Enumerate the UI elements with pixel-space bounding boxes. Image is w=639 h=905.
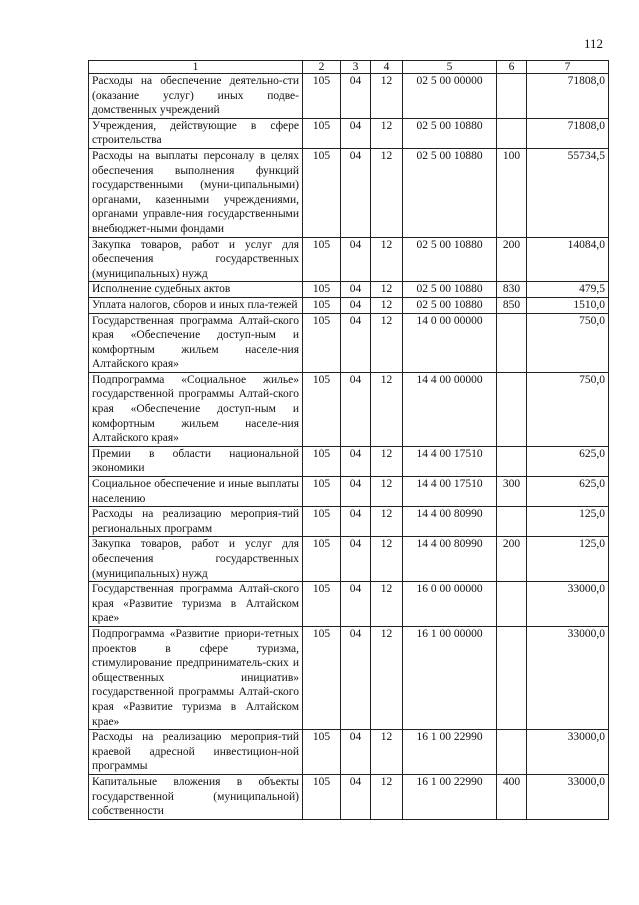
- row-c6: [497, 313, 527, 372]
- row-c3: 04: [341, 446, 371, 476]
- row-c4: 12: [371, 477, 403, 507]
- row-c6: 850: [497, 297, 527, 313]
- row-c3: 04: [341, 148, 371, 237]
- row-c3: 04: [341, 74, 371, 119]
- row-c2: 105: [303, 297, 341, 313]
- row-name: Расходы на обеспечение деятельно-сти (оказание услуг) иных подве-домственных учреждений: [89, 74, 303, 119]
- table-row: [89, 626, 609, 729]
- row-name: Капитальные вложения в объекты государственной (муниципальной) собственности: [89, 774, 303, 819]
- row-c5: 16 1 00 00000: [403, 626, 497, 729]
- row-c3: 04: [341, 537, 371, 582]
- row-c7: 125,0: [527, 537, 609, 582]
- row-c6: 400: [497, 774, 527, 819]
- table-row: [89, 148, 609, 237]
- row-c2: 105: [303, 313, 341, 372]
- row-c5: 16 1 00 22990: [403, 730, 497, 775]
- row-name: Закупка товаров, работ и услуг для обеспечения государственных (муниципальных) нужд: [89, 537, 303, 582]
- row-c7: 1510,0: [527, 297, 609, 313]
- row-c6: [497, 730, 527, 775]
- table-row: [89, 507, 609, 537]
- column-header: 3: [341, 61, 371, 74]
- row-c3: 04: [341, 582, 371, 627]
- row-c5: 14 0 00 00000: [403, 313, 497, 372]
- row-c5: 14 4 00 17510: [403, 446, 497, 476]
- row-c3: 04: [341, 626, 371, 729]
- column-header: 6: [497, 61, 527, 74]
- row-c4: 12: [371, 446, 403, 476]
- row-name: Подпрограмма «Социальное жилье» государственной программы Алтай-ского края «Обеспечение доступ-ным и комфортным жильем населе-ния Алтайского края»: [89, 372, 303, 446]
- table-row: [89, 582, 609, 627]
- column-header: 1: [89, 61, 303, 74]
- row-name: Расходы на выплаты персоналу в целях обеспечения выполнения функций государственными (муни-ципальными) органами, казенными учреждениями, органами управле-ния государственными внебюджет-ными фондами: [89, 148, 303, 237]
- row-c4: 12: [371, 730, 403, 775]
- column-header: 5: [403, 61, 497, 74]
- row-c5: 14 4 00 17510: [403, 477, 497, 507]
- row-c2: 105: [303, 477, 341, 507]
- row-c6: 830: [497, 282, 527, 298]
- table-row: [89, 74, 609, 119]
- row-c3: 04: [341, 313, 371, 372]
- row-name: Государственная программа Алтай-ского края «Обеспечение доступ-ным и комфортным жильем населе-ния Алтайского края»: [89, 313, 303, 372]
- table-row: [89, 237, 609, 282]
- row-c5: 14 4 00 80990: [403, 507, 497, 537]
- table-row: [89, 372, 609, 446]
- row-c2: 105: [303, 118, 341, 148]
- row-c4: 12: [371, 74, 403, 119]
- row-c7: 625,0: [527, 477, 609, 507]
- table-row: [89, 477, 609, 507]
- row-c5: 14 4 00 80990: [403, 537, 497, 582]
- row-c5: 02 5 00 10880: [403, 282, 497, 298]
- column-header: 7: [527, 61, 609, 74]
- row-c4: 12: [371, 313, 403, 372]
- row-c7: 479,5: [527, 282, 609, 298]
- table-row: [89, 774, 609, 819]
- row-c2: 105: [303, 507, 341, 537]
- row-c7: 71808,0: [527, 74, 609, 119]
- row-c3: 04: [341, 297, 371, 313]
- row-c6: [497, 446, 527, 476]
- row-c2: 105: [303, 372, 341, 446]
- table-row: [89, 730, 609, 775]
- row-c3: 04: [341, 774, 371, 819]
- row-c2: 105: [303, 774, 341, 819]
- row-c6: [497, 626, 527, 729]
- row-c5: 02 5 00 10880: [403, 237, 497, 282]
- row-c3: 04: [341, 507, 371, 537]
- row-c4: 12: [371, 537, 403, 582]
- row-c4: 12: [371, 507, 403, 537]
- row-c3: 04: [341, 237, 371, 282]
- row-c4: 12: [371, 582, 403, 627]
- row-c6: 300: [497, 477, 527, 507]
- row-c7: 750,0: [527, 372, 609, 446]
- row-c7: 33000,0: [527, 730, 609, 775]
- row-c7: 750,0: [527, 313, 609, 372]
- row-c2: 105: [303, 74, 341, 119]
- row-c5: 02 5 00 10880: [403, 118, 497, 148]
- row-name: Расходы на реализацию мероприя-тий краевой адресной инвестицион-ной программы: [89, 730, 303, 775]
- row-c2: 105: [303, 148, 341, 237]
- row-name: Закупка товаров, работ и услуг для обеспечения государственных (муниципальных) нужд: [89, 237, 303, 282]
- row-c4: 12: [371, 282, 403, 298]
- row-c6: [497, 582, 527, 627]
- row-name: Исполнение судебных актов: [89, 282, 303, 298]
- row-c7: 33000,0: [527, 582, 609, 627]
- row-c6: [497, 372, 527, 446]
- row-c4: 12: [371, 372, 403, 446]
- row-c2: 105: [303, 282, 341, 298]
- row-c3: 04: [341, 730, 371, 775]
- row-c7: 33000,0: [527, 626, 609, 729]
- row-c2: 105: [303, 237, 341, 282]
- row-c2: 105: [303, 446, 341, 476]
- row-c2: 105: [303, 537, 341, 582]
- budget-table: [88, 60, 609, 820]
- table-row: [89, 118, 609, 148]
- row-c5: 14 4 00 00000: [403, 372, 497, 446]
- row-c4: 12: [371, 297, 403, 313]
- row-c4: 12: [371, 237, 403, 282]
- row-c6: 200: [497, 537, 527, 582]
- row-c6: [497, 118, 527, 148]
- row-c7: 71808,0: [527, 118, 609, 148]
- table-row: [89, 297, 609, 313]
- row-name: Расходы на реализацию мероприя-тий региональных программ: [89, 507, 303, 537]
- row-name: Государственная программа Алтай-ского края «Развитие туризма в Алтайском крае»: [89, 582, 303, 627]
- row-c5: 16 0 00 00000: [403, 582, 497, 627]
- row-c5: 02 5 00 00000: [403, 74, 497, 119]
- row-c7: 55734,5: [527, 148, 609, 237]
- row-c6: [497, 507, 527, 537]
- column-header: 2: [303, 61, 341, 74]
- row-c7: 33000,0: [527, 774, 609, 819]
- table-row: [89, 537, 609, 582]
- row-c4: 12: [371, 774, 403, 819]
- row-c5: 02 5 00 10880: [403, 297, 497, 313]
- row-c5: 16 1 00 22990: [403, 774, 497, 819]
- row-c3: 04: [341, 282, 371, 298]
- row-c2: 105: [303, 626, 341, 729]
- row-name: Социальное обеспечение и иные выплаты населению: [89, 477, 303, 507]
- row-name: Подпрограмма «Развитие приори-тетных проектов в сфере туризма, стимулирование предприниматель-ских и общественных инициатив» государственной программы Алтай-ского края «Развитие туризма в Алтайском крае»: [89, 626, 303, 729]
- row-c3: 04: [341, 477, 371, 507]
- row-c2: 105: [303, 582, 341, 627]
- page-number: 112: [583, 36, 603, 51]
- row-c2: 105: [303, 730, 341, 775]
- row-c3: 04: [341, 118, 371, 148]
- row-c6: [497, 74, 527, 119]
- row-c3: 04: [341, 372, 371, 446]
- header-row: [89, 61, 609, 74]
- row-c7: 14084,0: [527, 237, 609, 282]
- row-c6: 200: [497, 237, 527, 282]
- row-c4: 12: [371, 148, 403, 237]
- row-c7: 625,0: [527, 446, 609, 476]
- row-c5: 02 5 00 10880: [403, 148, 497, 237]
- row-c4: 12: [371, 118, 403, 148]
- row-name: Учреждения, действующие в сфере строительства: [89, 118, 303, 148]
- row-c7: 125,0: [527, 507, 609, 537]
- row-c4: 12: [371, 626, 403, 729]
- table-row: [89, 282, 609, 298]
- column-header: 4: [371, 61, 403, 74]
- table-row: [89, 446, 609, 476]
- row-name: Премии в области национальной экономики: [89, 446, 303, 476]
- table-row: [89, 313, 609, 372]
- row-name: Уплата налогов, сборов и иных пла-тежей: [89, 297, 303, 313]
- row-c6: 100: [497, 148, 527, 237]
